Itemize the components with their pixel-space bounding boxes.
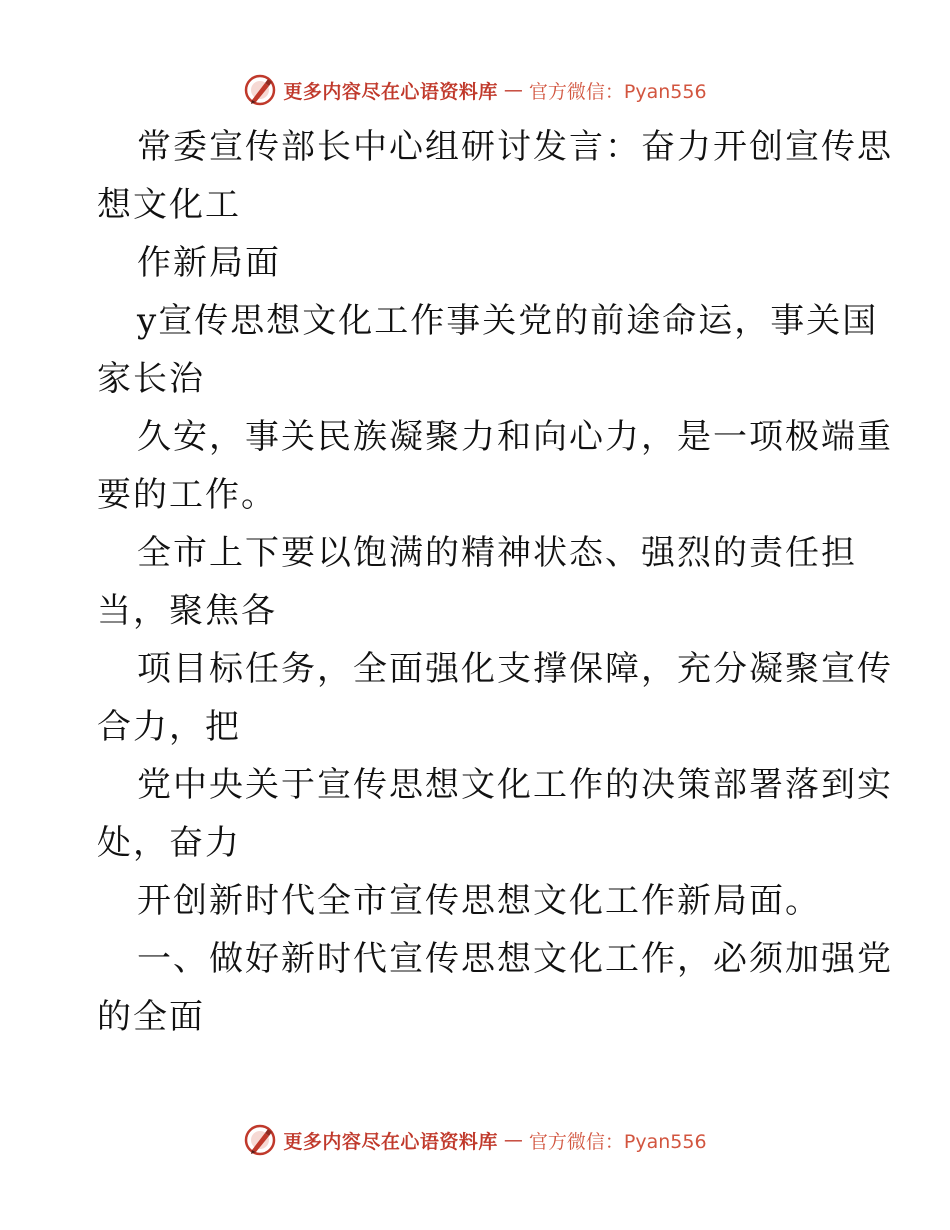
banner-main-text: 更多内容尽在心语资料库 — [283, 1130, 498, 1153]
paragraph-line: 的全面 — [97, 997, 205, 1037]
paragraph-line: y宣传思想文化工作事关党的前途命运，事关国 — [137, 301, 879, 341]
paragraph-line: 开创新时代全市宣传思想文化工作新局面。 — [137, 881, 821, 921]
paragraph-line: 想文化工 — [97, 185, 241, 225]
banner-wechat-text: 官方微信：Pyan556 — [528, 1130, 707, 1153]
paragraph-line: 常委宣传部长中心组研讨发言：奋力开创宣传思 — [137, 127, 893, 167]
paragraph-line: 党中央关于宣传思想文化工作的决策部署落到实 — [137, 765, 893, 805]
paragraph-line: 要的工作。 — [97, 475, 277, 515]
paragraph-line: 一、做好新时代宣传思想文化工作，必须加强党 — [137, 939, 893, 979]
paragraph-line: 当，聚焦各 — [97, 591, 277, 631]
banner-separator: — — [503, 79, 523, 101]
paragraph-line: 久安，事关民族凝聚力和向心力，是一项极端重 — [137, 417, 893, 457]
paragraph-line: 项目标任务，全面强化支撑保障，充分凝聚宣传 — [137, 649, 893, 689]
banner-separator: — — [503, 1129, 523, 1151]
paragraph-line: 家长治 — [97, 359, 205, 399]
paragraph-line: 全市上下要以饱满的精神状态、强烈的责任担 — [137, 533, 857, 573]
document-body — [97, 118, 893, 1046]
paragraph-line: 处，奋力 — [97, 823, 241, 863]
banner-wechat-text: 官方微信：Pyan556 — [528, 80, 707, 103]
footer-banner — [0, 1120, 950, 1160]
header-banner — [0, 70, 950, 110]
paragraph-line: 合力，把 — [97, 707, 241, 747]
banner-main-text: 更多内容尽在心语资料库 — [283, 80, 498, 103]
pen-logo-icon — [243, 1123, 277, 1157]
paragraph-line: 作新局面 — [137, 243, 281, 283]
pen-logo-icon — [243, 73, 277, 107]
